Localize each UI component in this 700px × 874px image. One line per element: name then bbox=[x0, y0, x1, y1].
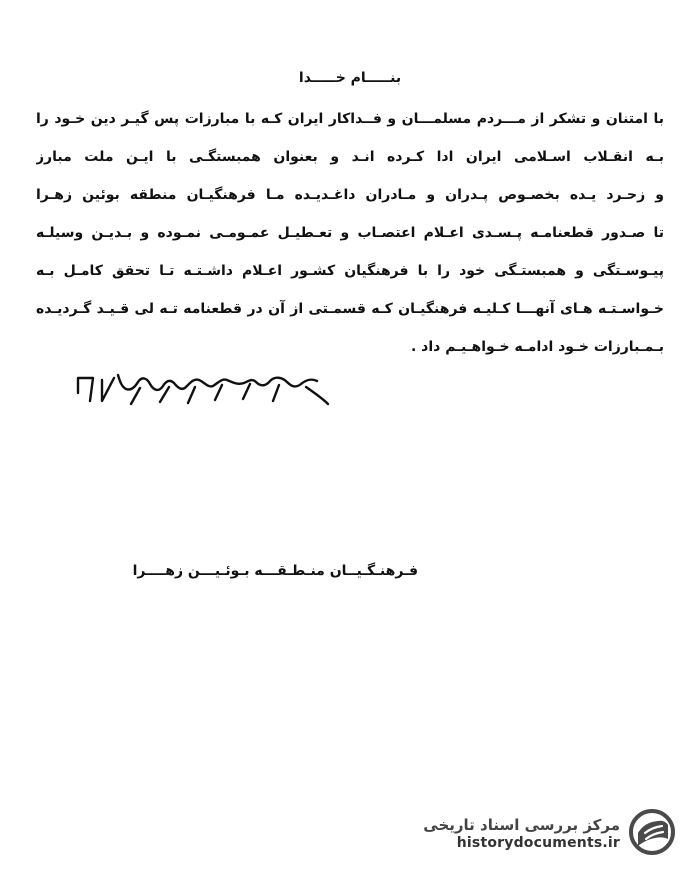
body-line: خـواسـتـه هـای آنهـــا کـلیـه فرهنگیـان کـه قسمـتی از آن در قطعنامه تـه لی قـیـد گـردیـده bbox=[36, 301, 664, 317]
watermark-title: مرکز بررسی اسناد تاریخی bbox=[423, 816, 620, 834]
body-line: بـه انقـلاب اسـلامی ایران ادا کـرده انـد و بعنوان همبستگـی با ایـن ملت مبارز bbox=[36, 149, 664, 165]
body-line: بـمـبارزات خـود ادامـه خـواهـیـم داد . bbox=[410, 339, 664, 355]
body-line: و زحـرد یـده بخصـوص پـدران و مـادران داغـدیـده مـا فرهنگیـان منطقه بوئین زهـرا bbox=[36, 187, 664, 203]
handwritten-date-note bbox=[68, 360, 338, 420]
document-body bbox=[36, 102, 664, 368]
body-line: پیـوسـتگی و همبستـگی خود را با فرهنگیان کشـور اعـلام داشـتـه تـا تحقق کامـل بـه bbox=[36, 263, 664, 279]
body-line: تا صـدور قطعنامـه پـسـدی اعـلام اعتصـاب و تعـطیـل عمـومـی نمـوده و بـدیـن وسیلـه bbox=[36, 225, 664, 241]
body-line: با امتنان و تشکر از مـــردم مسلمـــان و فــداکار ایران کـه با مبارزات پس گیـر دین خـود را bbox=[36, 111, 664, 127]
watermark-text-block bbox=[400, 816, 620, 852]
watermark-url: historydocuments.ir bbox=[456, 835, 620, 851]
document-heading: بنـــــام خـــــدا bbox=[298, 70, 402, 86]
signature-text: فـرهنـگـیــان منـطـقـــه بـوئـیـــن زهــــرا bbox=[132, 563, 418, 579]
book-seal-icon bbox=[628, 808, 676, 856]
watermark bbox=[410, 806, 690, 864]
